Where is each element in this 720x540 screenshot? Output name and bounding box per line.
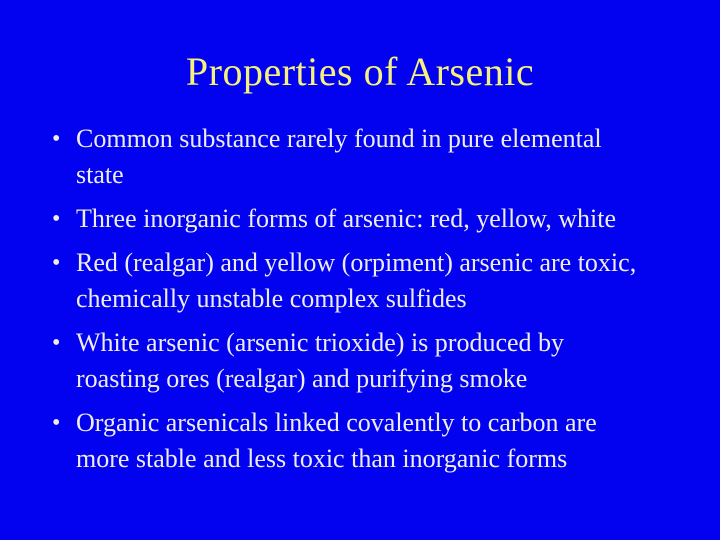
bullet-text [76, 405, 597, 477]
slide-title: Properties of Arsenic [185, 49, 535, 94]
bullet-list [52, 121, 690, 477]
bullet-line: chemically unstable complex sulfides [76, 284, 467, 313]
bullet-line: roasting ores (realgar) and purifying smoke [76, 364, 528, 393]
bullet-line: state [76, 160, 124, 189]
bullet-line: Common substance rarely found in pure elemental [76, 124, 602, 153]
bullet-text [76, 245, 636, 317]
bullet-line: more stable and less toxic than inorganic forms [76, 444, 568, 473]
bullet-item [52, 201, 690, 237]
bullet-line: Three inorganic forms of arsenic: red, yellow, white [76, 204, 617, 233]
bullet-dot-icon: • [52, 250, 61, 276]
bullet-dot-icon: • [52, 206, 61, 232]
bullet-dot-icon: • [52, 410, 61, 436]
bullet-line: White arsenic (arsenic trioxide) is produced by [76, 328, 565, 357]
bullet-text [76, 121, 602, 193]
bullet-item [52, 325, 690, 397]
bullet-item [52, 245, 690, 317]
bullet-item [52, 121, 690, 193]
bullet-text [76, 201, 616, 237]
bullet-line: Organic arsenicals linked covalently to carbon are [76, 408, 597, 437]
bullet-item [52, 405, 690, 477]
bullet-line: Red (realgar) and yellow (orpiment) arsenic are toxic, [76, 248, 637, 277]
bullet-text [76, 325, 564, 397]
bullet-dot-icon: • [52, 126, 61, 152]
bullet-dot-icon: • [52, 330, 61, 356]
